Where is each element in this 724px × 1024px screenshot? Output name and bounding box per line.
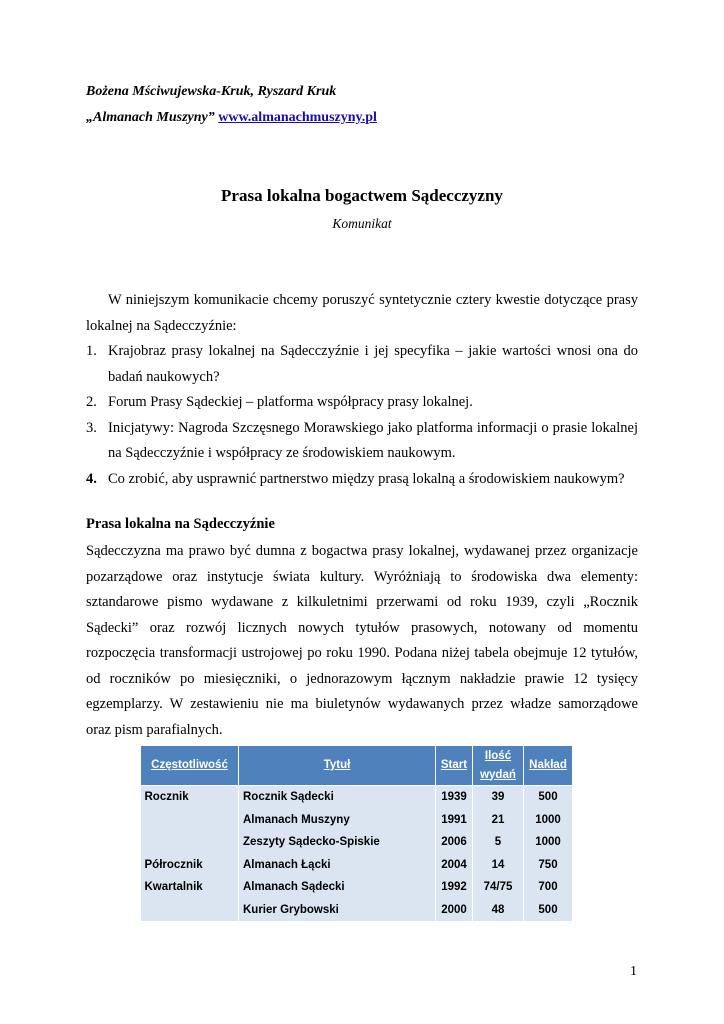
cell-start: 2004 xyxy=(436,854,473,877)
list-item xyxy=(86,416,638,467)
table-row xyxy=(141,831,573,854)
cell-frequency xyxy=(141,809,239,832)
cell-frequency: Kwartalnik xyxy=(141,876,239,899)
paragraph-line: Sądecczyzna ma prawo być dumna z bogactwa prasy lokalnej, wydawanej przez organizacje xyxy=(86,543,638,559)
paragraph-line: sztandarowe pismo wydawane z kilkuletnimi przerwami od roku 1939, czyli „Rocznik xyxy=(86,594,638,610)
list-number: 3. xyxy=(86,419,97,436)
cell-issues: 48 xyxy=(473,899,524,922)
cell-issues: 74/75 xyxy=(473,876,524,899)
cell-frequency: Rocznik xyxy=(141,786,239,809)
table-row xyxy=(141,786,573,809)
column-header-frequency: Częstotliwość xyxy=(141,746,239,786)
paragraph-line: rozpoczęcia transformacji ustrojowej po roku 1990. Podana niżej tabela obejmuje 12 tytułów, xyxy=(86,645,638,661)
cell-start: 1992 xyxy=(436,876,473,899)
cell-circulation: 500 xyxy=(524,899,573,922)
list-number: 2. xyxy=(86,394,97,410)
paragraph-line: Sądecki” oraz rozwój licznych nowych tytułów prasowych, notowany od momentu xyxy=(86,619,638,636)
authors: Bożena Mściwujewska-Kruk, Ryszard Kruk xyxy=(86,84,337,99)
cell-circulation: 700 xyxy=(524,876,573,899)
cell-issues: 39 xyxy=(473,786,524,809)
cell-title: Kurier Grybowski xyxy=(239,899,436,922)
cell-start: 1991 xyxy=(436,809,473,832)
table-row xyxy=(141,809,573,832)
paragraph-line: oraz pism parafialnych. xyxy=(86,721,223,738)
table-row xyxy=(141,899,573,922)
cell-circulation: 500 xyxy=(524,786,573,809)
list-item xyxy=(86,467,638,493)
section-paragraph xyxy=(86,539,638,743)
list-item xyxy=(86,390,638,416)
list-text: Co zrobić, aby usprawnić partnerstwo między prasą lokalną a środowiskiem naukowym? xyxy=(108,470,625,487)
paragraph-line: od roczników po miesięczniki, o jednorazowym łącznym nakładzie prawie 12 tysięcy xyxy=(86,670,638,687)
journal-line xyxy=(86,110,377,126)
document-subtitle: Komunikat xyxy=(332,216,392,231)
table-row xyxy=(141,876,573,899)
cell-issues: 5 xyxy=(473,831,524,854)
intro-paragraph xyxy=(86,288,638,339)
list-number: 1. xyxy=(86,343,97,359)
paragraph-line: egzemplarzy. W zestawieniu nie ma biuletynów wydawanych przez władze samorządowe xyxy=(86,696,638,712)
paragraph-line: pozarządowe oraz instytucje świata kultury. Wyróżniają to środowiska dwa elementy: xyxy=(86,568,638,585)
section-heading: Prasa lokalna na Sądecczyźnie xyxy=(86,516,275,532)
column-header-start: Start xyxy=(436,746,473,786)
column-header-title: Tytuł xyxy=(239,746,436,786)
cell-frequency xyxy=(141,899,239,922)
cell-start: 2006 xyxy=(436,831,473,854)
cell-circulation: 1000 xyxy=(524,809,573,832)
column-header-issues: Ilość wydań xyxy=(473,746,524,786)
cell-title: Rocznik Sądecki xyxy=(239,786,436,809)
cell-circulation: 750 xyxy=(524,854,573,877)
cell-issues: 14 xyxy=(473,854,524,877)
topics-list xyxy=(86,339,638,492)
cell-start: 1939 xyxy=(436,786,473,809)
table-row xyxy=(141,854,573,877)
list-text: Forum Prasy Sądeckiej – platforma współpracy prasy lokalnej. xyxy=(108,394,473,410)
document-title: Prasa lokalna bogactwem Sądecczyzny xyxy=(221,186,503,205)
cell-title: Almanach Łącki xyxy=(239,854,436,877)
column-header-circulation: Nakład xyxy=(524,746,573,786)
list-item xyxy=(86,339,638,390)
list-text: Krajobraz prasy lokalnej na Sądecczyźnie i jej specyfika – jakie wartości wnosi ona do badań naukowych? xyxy=(108,343,638,385)
page-number: 1 xyxy=(630,964,637,979)
cell-frequency xyxy=(141,831,239,854)
intro-line: lokalnej na Sądecczyźnie: xyxy=(86,317,237,334)
list-number: 4. xyxy=(86,470,97,487)
journal-name: „Almanach Muszyny” xyxy=(86,110,215,125)
cell-title: Zeszyty Sądecko-Spiskie xyxy=(239,831,436,854)
cell-start: 2000 xyxy=(436,899,473,922)
cell-issues: 21 xyxy=(473,809,524,832)
table-header-row xyxy=(141,746,573,786)
cell-circulation: 1000 xyxy=(524,831,573,854)
list-text: Inicjatywy: Nagroda Szczęsnego Morawskiego jako platforma informacji o prasie lokalnej na Sądecczyźnie i współpracy ze środowiskiem naukowym. xyxy=(108,419,638,461)
press-table xyxy=(140,745,573,921)
intro-line: W niniejszym komunikacie chcemy poruszyć syntetycznie cztery kwestie dotyczące prasy xyxy=(108,292,638,308)
cell-title: Almanach Muszyny xyxy=(239,809,436,832)
cell-frequency: Półrocznik xyxy=(141,854,239,877)
cell-title: Almanach Sądecki xyxy=(239,876,436,899)
journal-link[interactable]: www.almanachmuszyny.pl xyxy=(218,110,377,125)
